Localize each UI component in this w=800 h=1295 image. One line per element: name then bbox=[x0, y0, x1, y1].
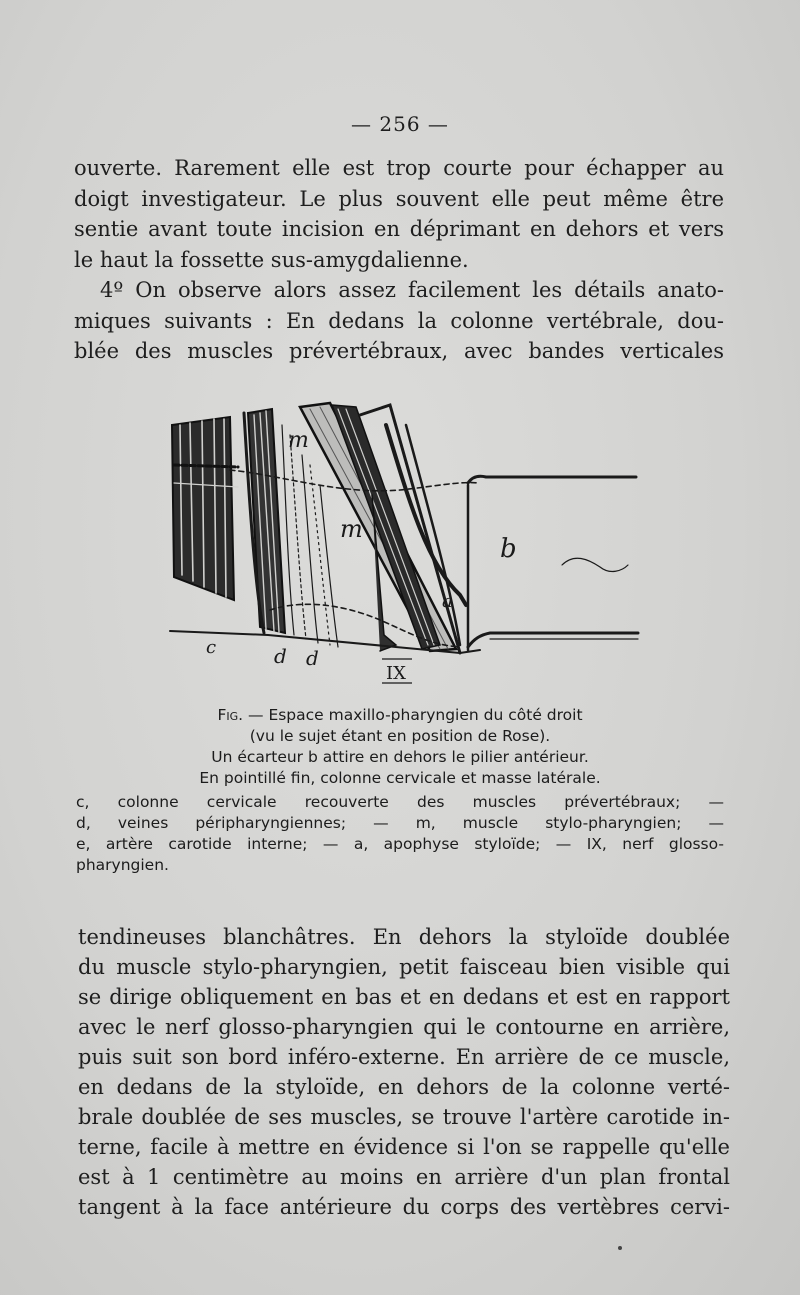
label-ix: IX bbox=[386, 663, 406, 684]
text-line: en dedans de la styloïde, en dehors de la colonne verté- bbox=[78, 1075, 730, 1099]
text-line: tangent à la face antérieure du corps des vertèbres cervi- bbox=[78, 1195, 730, 1219]
label-m-top: m bbox=[288, 428, 309, 453]
label-d-1: d bbox=[274, 644, 287, 668]
text-line: brale doublée de ses muscles, se trouve l'artère carotide in- bbox=[78, 1105, 730, 1129]
prevertebral-muscles-drawing bbox=[244, 409, 285, 633]
caption-legend-line: pharyngien. bbox=[76, 856, 169, 874]
caption-title-text: — Espace maxillo-pharyngien du côté droit bbox=[248, 706, 583, 724]
caption-fig-label: Fig. bbox=[217, 706, 244, 724]
retractor-drawing bbox=[468, 476, 638, 650]
text-line: du muscle stylo-pharyngien, petit faisceau bien visible qui bbox=[78, 955, 730, 979]
text-line: tendineuses blanchâtres. En dehors la styloïde doublée bbox=[78, 925, 730, 949]
text-line: se dirige obliquement en bas et en dedans et est en rapport bbox=[78, 985, 730, 1009]
text-line: puis suit son bord inféro-externe. En arrière de ce muscle, bbox=[78, 1045, 730, 1069]
caption-title-line: Un écarteur b attire en dehors le pilier antérieur. bbox=[211, 748, 589, 766]
label-b: b bbox=[500, 534, 517, 564]
caption-legend-line: e, artère carotide interne; — a, apophyse styloïde; — IX, nerf glosso- bbox=[76, 835, 724, 853]
text-line: doigt investigateur. Le plus souvent elle peut même être bbox=[74, 186, 724, 211]
caption-legend bbox=[76, 792, 724, 876]
vertebral-column-drawing bbox=[172, 417, 238, 600]
anatomical-figure bbox=[160, 395, 650, 690]
text-line: ouverte. Rarement elle est trop courte pour échapper au bbox=[74, 156, 724, 180]
text-line: le haut la fossette sus-amygdalienne. bbox=[74, 247, 469, 272]
caption-legend-line: c, colonne cervicale recouverte des muscles prévertébraux; — bbox=[76, 793, 724, 811]
caption-title-line: En pointillé fin, colonne cervicale et masse latérale. bbox=[199, 769, 601, 787]
text-line: avec le nerf glosso-pharyngien qui le contourne en arrière, bbox=[78, 1015, 730, 1039]
text-line: 4º On observe alors assez facilement les détails anato- bbox=[100, 278, 724, 302]
page-number: — 256 — bbox=[351, 112, 449, 136]
figure-caption bbox=[76, 705, 724, 876]
text-line: est à 1 centimètre au moins en arrière d'un plan frontal bbox=[78, 1165, 730, 1189]
caption-title-line: (vu le sujet étant en position de Rose). bbox=[249, 727, 551, 745]
ink-speck bbox=[618, 1246, 622, 1250]
text-line: sentie avant toute incision en déprimant en dehors et vers bbox=[74, 217, 724, 241]
text-line: blée des muscles prévertébraux, avec bandes verticales bbox=[74, 339, 724, 363]
label-c: c bbox=[206, 637, 217, 658]
label-a: a bbox=[442, 591, 453, 612]
text-line: miques suivants : En dedans la colonne vertébrale, dou- bbox=[74, 308, 724, 333]
label-m-mid: m bbox=[340, 515, 363, 543]
text-line: terne, facile à mettre en évidence si l'on se rappelle qu'elle bbox=[78, 1135, 730, 1159]
paragraph-bottom bbox=[78, 922, 730, 1222]
paragraph-top bbox=[74, 153, 724, 367]
caption-legend-line: d, veines péripharyngiennes; — m, muscle stylo-pharyngien; — bbox=[76, 814, 724, 832]
caption-title-line bbox=[76, 705, 724, 726]
label-d-2: d bbox=[306, 646, 319, 670]
